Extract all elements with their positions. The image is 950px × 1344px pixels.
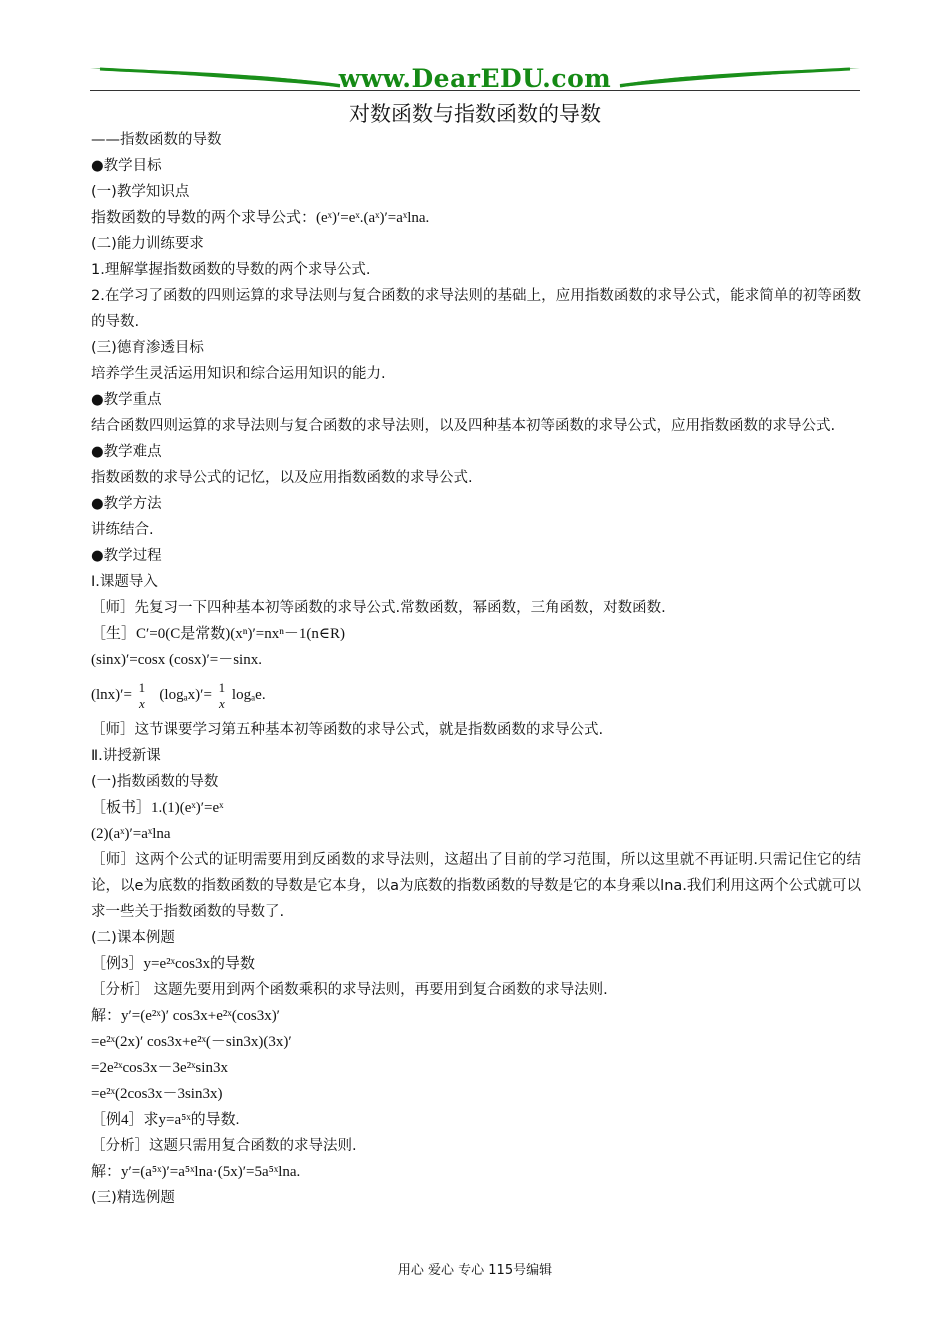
site-logo[interactable]: www.DearEDU.com <box>338 64 612 93</box>
formula-line: (sinx)′=cosx (cosx)′=－sinx. <box>91 652 262 668</box>
analysis-line: ［分析］ 这题先要用到两个函数乘积的求导法则，再要用到复合函数的求导法则. <box>91 982 608 998</box>
solution-line: 解：y′=(a⁵ˣ)′=a⁵ˣlna·(5x)′=5a⁵ˣlna. <box>91 1164 301 1180</box>
paragraph: ［师］这两个公式的证明需要用到反函数的求导法则，这超出了目前的学习范围，所以这里就不再证明.只需记住它的结论，以e为底数的指数函数的导数是它本身，以a为底数的指数函数的导数是它的本身乘以lna.我们利用这两个公式就可以求一些关于指数函数的导数了. <box>91 852 861 920</box>
subsection-heading: (三)德育渗透目标 <box>91 340 204 356</box>
dialogue-line: ［师］先复习一下四种基本初等函数的求导公式.常数函数，幂函数，三角函数，对数函数. <box>91 600 666 616</box>
section-heading: ●教学目标 <box>91 158 162 174</box>
solution-line: =e²ˣ(2x)′ cos3x+e²ˣ(－sin3x)(3x)′ <box>91 1034 292 1050</box>
example-line: ［例4］求y=a⁵ˣ的导数. <box>91 1112 240 1128</box>
analysis-line: ［分析］这题只需用复合函数的求导法则. <box>91 1138 357 1154</box>
fraction-numerator: 1 <box>138 679 146 695</box>
formula-line-fractions <box>91 673 861 717</box>
subsection-heading: Ⅱ.讲授新课 <box>91 748 161 764</box>
subsection-heading: (三)精选例题 <box>91 1190 175 1206</box>
section-heading: ●教学难点 <box>91 444 162 460</box>
header-rule <box>90 90 860 91</box>
page-footer: 用心 爱心 专心 115号编辑 <box>397 1263 553 1278</box>
solution-line: 解：y′=(e²ˣ)′ cos3x+e²ˣ(cos3x)′ <box>91 1008 280 1024</box>
solution-line: =2e²ˣcos3x－3e²ˣsin3x <box>91 1060 228 1076</box>
subsection-heading: (一)教学知识点 <box>91 184 190 200</box>
formula-line: 指数函数的导数的两个求导公式：(eˣ)′=eˣ.(aˣ)′=aˣlna. <box>91 210 430 226</box>
paragraph: 指数函数的求导公式的记忆，以及应用指数函数的求导公式. <box>91 470 473 486</box>
lnx-derivative: (lnx)′= <box>91 687 132 703</box>
section-heading: ●教学重点 <box>91 392 162 408</box>
paragraph: 1.理解掌握指数函数的导数的两个求导公式. <box>91 262 371 278</box>
paragraph: 培养学生灵活运用知识和综合运用知识的能力. <box>91 366 386 382</box>
subsection-heading: (二)课本例题 <box>91 930 175 946</box>
subsection-heading: (一)指数函数的导数 <box>91 774 219 790</box>
paragraph: 结合函数四则运算的求导法则与复合函数的求导法则，以及四种基本初等函数的求导公式，应用指数函数的求导公式. <box>91 418 836 434</box>
example-line: ［例3］y=e²ˣcos3x的导数 <box>91 956 255 972</box>
paragraph: 讲练结合. <box>91 522 154 538</box>
subsection-heading: (二)能力训练要求 <box>91 236 204 252</box>
document-body <box>91 127 861 1211</box>
subsection-heading: Ⅰ.课题导入 <box>91 574 158 590</box>
fraction-numerator: 1 <box>218 679 226 695</box>
loga-e: logₐe. <box>231 687 266 703</box>
fraction-denominator: x <box>139 695 145 711</box>
formula-line: ［生］C′=0(C是常数)(xⁿ)′=nxⁿ－1(n∈R) <box>91 626 346 642</box>
fraction <box>219 680 226 712</box>
fraction <box>139 680 146 712</box>
document-title: 对数函数与指数函数的导数 <box>349 102 601 126</box>
paragraph: 2.在学习了函数的四则运算的求导法则与复合函数的求导法则的基础上，应用指数函数的求导公式，能求简单的初等函数的导数. <box>91 288 861 330</box>
subtitle: ——指数函数的导数 <box>91 132 222 148</box>
solution-line: =e²ˣ(2cos3x－3sin3x) <box>91 1086 223 1102</box>
section-heading: ●教学过程 <box>91 548 162 564</box>
logax-derivative: (logₐx)′= <box>159 687 212 703</box>
fraction-denominator: x <box>219 695 225 711</box>
section-heading: ●教学方法 <box>91 496 162 512</box>
formula-line: ［板书］1.(1)(eˣ)′=eˣ <box>91 800 224 816</box>
formula-line: (2)(aˣ)′=aˣlna <box>91 826 171 842</box>
dialogue-line: ［师］这节课要学习第五种基本初等函数的求导公式，就是指数函数的求导公式. <box>91 722 604 738</box>
